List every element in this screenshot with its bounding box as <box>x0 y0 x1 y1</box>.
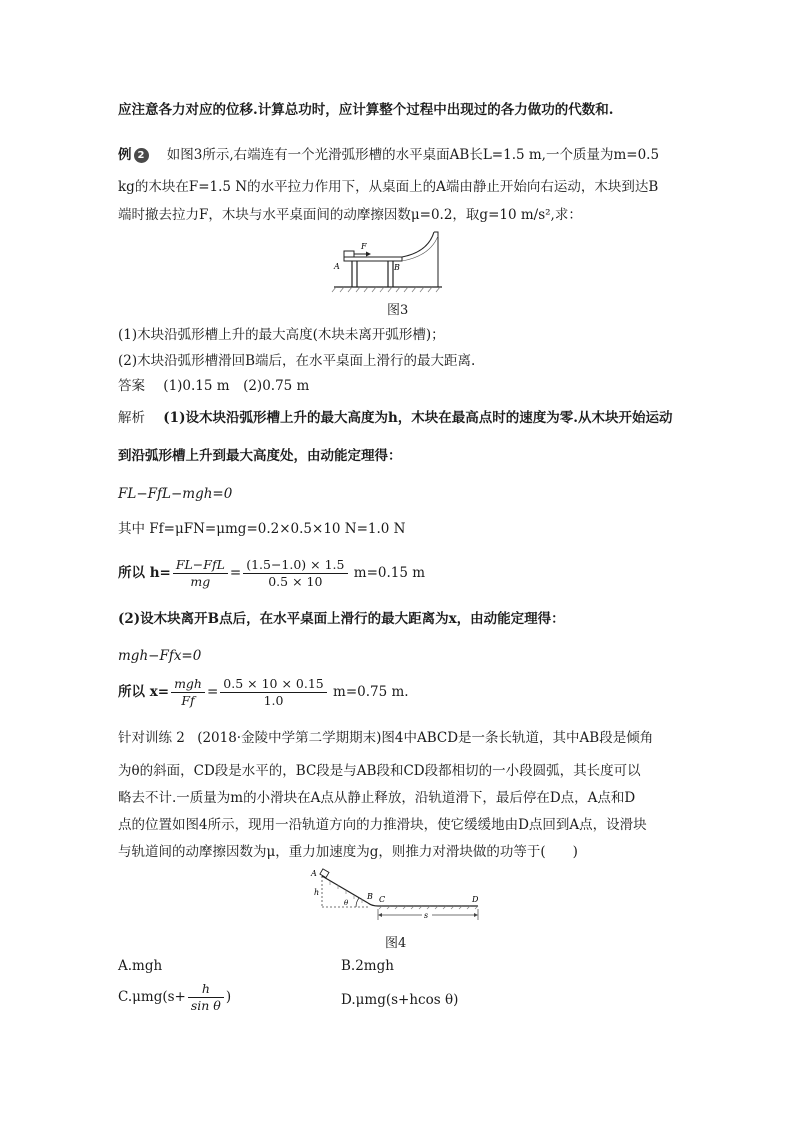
equation-5-frac1-num: mgh <box>171 676 205 693</box>
option-c-num: h <box>188 981 224 998</box>
intro-text: 应注意各力对应的位移.计算总功时，应计算整个过程中出现过的各力做功的代数和. <box>118 102 614 118</box>
equation-4: mgh−Ffx=0 <box>118 648 202 664</box>
figure-4-diagram <box>310 862 490 922</box>
equation-5-frac2-num: 0.5 × 10 × 0.15 <box>220 676 326 693</box>
option-a[interactable]: A.mgh <box>118 958 163 974</box>
equation-5-fraction-symbolic <box>171 676 205 709</box>
option-c-den: sin θ <box>190 998 221 1013</box>
figure-3-label-b: B <box>394 263 400 272</box>
option-c[interactable] <box>118 980 231 1014</box>
example-label: 例 <box>118 147 132 163</box>
equation-5-frac1-den: Ff <box>181 693 195 708</box>
example-text-line1: 如图3所示,右端连有一个光滑弧形槽的水平桌面AB长L=1.5 m,一个质量为m=0.5 <box>166 147 660 163</box>
equation-5-equals: = <box>206 684 219 700</box>
example-title-line <box>118 146 659 164</box>
equation-3-fraction-symbolic <box>173 557 228 590</box>
equation-5 <box>118 675 409 709</box>
answer-text: (1)0.15 m (2)0.75 m <box>163 378 310 394</box>
example-text-line3: 端时撤去拉力F，木块与水平桌面间的动摩擦因数μ=0.2，取g=10 m/s²,求： <box>118 207 582 223</box>
equation-3-equals: = <box>229 565 242 581</box>
solution-label: 解析 <box>118 410 145 426</box>
equation-5-fraction-numeric <box>220 676 326 709</box>
equation-3-result: m=0.15 m <box>353 565 426 581</box>
example-number-badge: 2 <box>134 148 149 163</box>
solution-p2-line1: (2)设木块离开B点后，在水平桌面上滑行的最大距离为x，由动能定理得： <box>118 611 565 627</box>
figure-3-label-f: F <box>361 242 367 251</box>
equation-3-prefix: 所以 h= <box>118 565 171 581</box>
figure-4-label-theta: θ <box>344 899 349 907</box>
option-c-prefix: C.μmg(s+ <box>118 989 186 1005</box>
equation-5-prefix: 所以 x= <box>118 684 170 700</box>
equation-3-fraction-numeric <box>243 557 347 590</box>
figure-3-label-a: A <box>334 262 340 271</box>
option-c-suffix: ) <box>225 989 232 1005</box>
equation-3 <box>118 556 425 590</box>
option-b[interactable]: B.2mgh <box>341 958 394 974</box>
example-text-line2: kg的木块在F=1.5 N的水平拉力作用下，从桌面上的A端由静止开始向右运动，木块到达B <box>118 179 659 195</box>
solution-p1-line2: 到沿弧形槽上升到最大高度处，由动能定理得： <box>118 448 402 464</box>
equation-3-frac2-num: (1.5−1.0) × 1.5 <box>243 557 347 574</box>
practice-text-line4: 点的位置如图4所示，现用一沿轨道方向的力推滑块，使它缓缓地由D点回到A点，设滑块 <box>118 817 647 833</box>
figure-4-caption: 图4 <box>385 936 407 951</box>
figure-4-label-b: B <box>367 892 373 901</box>
figure-4-label-h: h <box>314 888 320 897</box>
practice-text-line3: 略去不计.一质量为m的小滑块在A点从静止释放，沿轨道滑下，最后停在D点，A点和D <box>118 790 636 806</box>
question-1: (1)木块沿弧形槽上升的最大高度(木块未离开弧形槽)； <box>118 327 445 343</box>
equation-2: 其中 Ff=μFN=μmg=0.2×0.5×10 N=1.0 N <box>118 521 406 537</box>
figure-4-label-s: s <box>424 911 429 920</box>
practice-text-line2: 为θ的斜面，CD段是水平的，BC段是与AB段和CD段都相切的一小段圆弧，其长度可以 <box>118 763 641 779</box>
equation-3-frac1-den: mg <box>190 574 211 589</box>
figure-3-diagram <box>330 228 446 294</box>
question-2: (2)木块沿弧形槽滑回B端后，在水平桌面上滑行的最大距离. <box>118 353 476 369</box>
practice-line1 <box>118 729 653 747</box>
equation-5-frac2-den: 1.0 <box>263 693 284 708</box>
figure-3-caption: 图3 <box>387 303 409 318</box>
equation-5-result: m=0.75 m. <box>333 684 409 700</box>
option-c-fraction <box>188 981 224 1014</box>
practice-text-line1: (2018·金陵中学第二学期期末)图4中ABCD是一条长轨道，其中AB段是倾角 <box>197 730 654 746</box>
answer-label: 答案 <box>118 378 145 394</box>
equation-1: FL−FfL−mgh=0 <box>118 486 233 502</box>
equation-3-frac1-num: FL−FfL <box>173 557 228 574</box>
option-d[interactable]: D.μmg(s+hcos θ) <box>341 992 459 1008</box>
answer-line <box>118 377 309 395</box>
practice-text-line5: 与轨道间的动摩擦因数为μ，重力加速度为g，则推力对滑块做的功等于( ) <box>118 844 578 860</box>
equation-3-frac2-den: 0.5 × 10 <box>268 574 323 589</box>
solution-p1-line1: (1)设木块沿弧形槽上升的最大高度为h，木块在最高点时的速度为零.从木块开始运动 <box>163 410 673 426</box>
practice-label: 针对训练 2 <box>118 730 185 746</box>
solution-line1 <box>118 409 672 427</box>
figure-4-label-c: C <box>379 895 386 904</box>
figure-4-label-d: D <box>472 895 479 904</box>
figure-4-label-a: A <box>311 869 317 878</box>
